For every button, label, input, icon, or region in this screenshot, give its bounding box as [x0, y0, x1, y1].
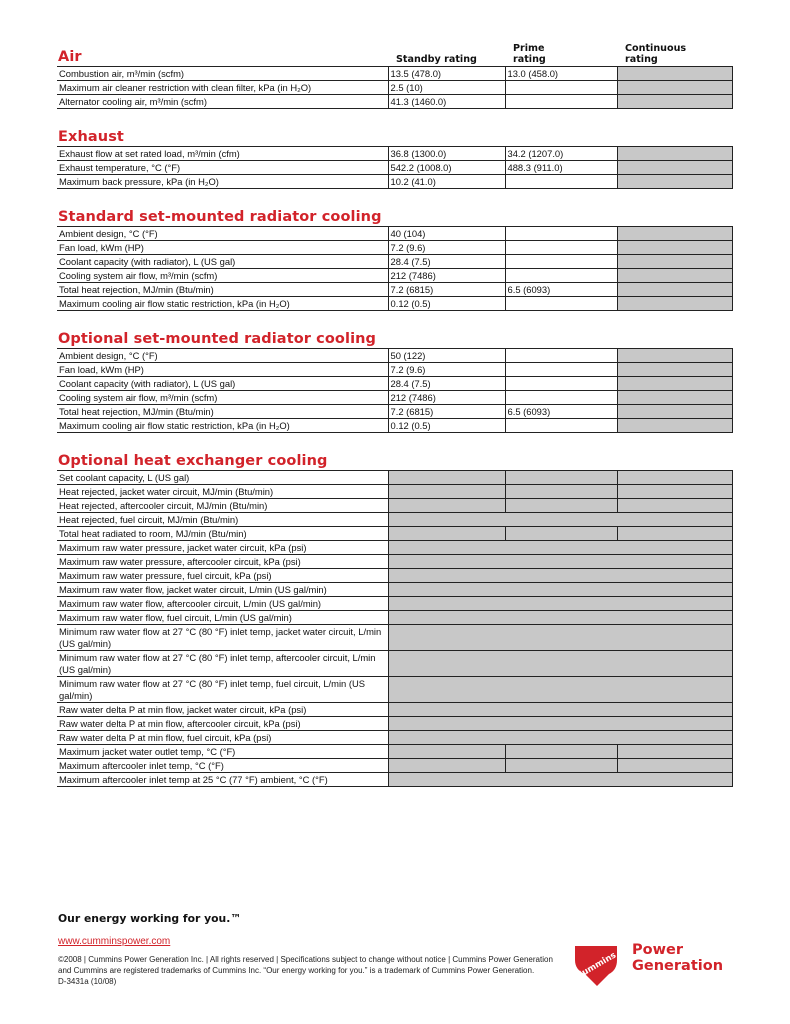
table-row: [57, 541, 732, 555]
prime-value: [505, 241, 617, 255]
prime-value: 34.2 (1207.0): [505, 147, 617, 161]
section-title: Air: [58, 49, 82, 65]
row-label: Maximum raw water flow, jacket water circuit, L/min (US gal/min): [57, 583, 388, 597]
header-prime: Prime rating: [513, 43, 546, 65]
continuous-value: [617, 485, 732, 499]
section-standard-radiator: [57, 209, 732, 311]
continuous-value: [617, 269, 732, 283]
continuous-value: [617, 175, 732, 189]
row-label: Total heat rejection, MJ/min (Btu/min): [57, 283, 388, 297]
continuous-value: [617, 499, 732, 513]
table-row: [57, 773, 732, 787]
table-row: [57, 555, 732, 569]
standby-value: [388, 625, 732, 651]
spec-table: [57, 470, 733, 787]
table-row: [57, 391, 732, 405]
standby-value: [388, 569, 732, 583]
continuous-value: [617, 241, 732, 255]
standby-value: [388, 499, 505, 513]
table-row: [57, 419, 732, 433]
standby-value: 13.5 (478.0): [388, 67, 505, 81]
standby-value: [388, 773, 732, 787]
standby-value: [388, 651, 732, 677]
prime-value: [505, 485, 617, 499]
standby-value: 0.12 (0.5): [388, 297, 505, 311]
standby-value: 212 (7486): [388, 391, 505, 405]
table-row: [57, 241, 732, 255]
prime-value: [505, 527, 617, 541]
spec-table: [57, 146, 733, 189]
svg-text:Cummins: Cummins: [574, 950, 619, 982]
standby-value: 28.4 (7.5): [388, 255, 505, 269]
table-row: [57, 471, 732, 485]
continuous-value: [617, 363, 732, 377]
table-row: [57, 95, 732, 109]
continuous-value: [617, 147, 732, 161]
prime-value: [505, 391, 617, 405]
prime-value: [505, 297, 617, 311]
row-label: Maximum jacket water outlet temp, °C (°F): [57, 745, 388, 759]
document-code: D-3431a (10/08): [58, 977, 117, 986]
table-row: [57, 677, 732, 703]
row-label: Minimum raw water flow at 27 °C (80 °F) inlet temp, jacket water circuit, L/min (US gal/min): [57, 625, 388, 651]
row-label: Exhaust temperature, °C (°F): [57, 161, 388, 175]
table-row: [57, 67, 732, 81]
section-title: Standard set-mounted radiator cooling: [58, 209, 382, 225]
continuous-value: [617, 297, 732, 311]
continuous-value: [617, 161, 732, 175]
table-row: [57, 759, 732, 773]
row-label: Fan load, kWm (HP): [57, 363, 388, 377]
continuous-value: [617, 283, 732, 297]
standby-value: [388, 485, 505, 499]
row-label: Heat rejected, jacket water circuit, MJ/min (Btu/min): [57, 485, 388, 499]
prime-value: [505, 227, 617, 241]
section-heat-exchanger: [57, 453, 732, 787]
table-row: [57, 349, 732, 363]
row-label: Ambient design, °C (°F): [57, 349, 388, 363]
table-row: [57, 731, 732, 745]
logo-line-2: Generation: [632, 958, 724, 974]
row-label: Maximum back pressure, kPa (in H₂O): [57, 175, 388, 189]
standby-value: [388, 597, 732, 611]
prime-value: [505, 95, 617, 109]
row-label: Total heat rejection, MJ/min (Btu/min): [57, 405, 388, 419]
table-row: [57, 147, 732, 161]
standby-value: [388, 471, 505, 485]
continuous-value: [617, 95, 732, 109]
standby-value: 40 (104): [388, 227, 505, 241]
row-label: Maximum raw water flow, fuel circuit, L/min (US gal/min): [57, 611, 388, 625]
row-label: Maximum air cleaner restriction with clean filter, kPa (in H₂O): [57, 81, 388, 95]
section-optional-radiator: [57, 331, 732, 433]
standby-value: 0.12 (0.5): [388, 419, 505, 433]
row-label: Maximum aftercooler inlet temp, °C (°F): [57, 759, 388, 773]
standby-value: [388, 555, 732, 569]
prime-value: 13.0 (458.0): [505, 67, 617, 81]
table-row: [57, 703, 732, 717]
prime-value: 6.5 (6093): [505, 283, 617, 297]
standby-value: [388, 527, 505, 541]
row-label: Fan load, kWm (HP): [57, 241, 388, 255]
table-row: [57, 485, 732, 499]
prime-value: [505, 759, 617, 773]
continuous-value: [617, 377, 732, 391]
copyright-notice: [58, 954, 568, 987]
spec-table: [57, 66, 733, 109]
standby-value: [388, 541, 732, 555]
continuous-value: [617, 67, 732, 81]
website-link[interactable]: www.cumminspower.com: [58, 936, 171, 947]
standby-value: [388, 513, 732, 527]
standby-value: [388, 583, 732, 597]
spec-table: [57, 226, 733, 311]
logo-line-1: Power: [632, 942, 683, 958]
standby-value: [388, 745, 505, 759]
continuous-value: [617, 419, 732, 433]
continuous-value: [617, 405, 732, 419]
section-title: Optional heat exchanger cooling: [58, 453, 328, 469]
row-label: Raw water delta P at min flow, jacket water circuit, kPa (psi): [57, 703, 388, 717]
prime-value: [505, 745, 617, 759]
table-row: [57, 81, 732, 95]
row-label: Total heat radiated to room, MJ/min (Btu/min): [57, 527, 388, 541]
row-label: Coolant capacity (with radiator), L (US gal): [57, 377, 388, 391]
prime-value: [505, 419, 617, 433]
standby-value: [388, 717, 732, 731]
table-row: [57, 269, 732, 283]
spec-table: [57, 348, 733, 433]
standby-value: 7.2 (9.6): [388, 363, 505, 377]
prime-value: [505, 471, 617, 485]
table-row: [57, 717, 732, 731]
table-row: [57, 255, 732, 269]
table-row: [57, 625, 732, 651]
tagline: Our energy working for you.™: [58, 912, 242, 925]
table-row: [57, 227, 732, 241]
row-label: Maximum raw water pressure, jacket water circuit, kPa (psi): [57, 541, 388, 555]
row-label: Cooling system air flow, m³/min (scfm): [57, 269, 388, 283]
table-row: [57, 745, 732, 759]
prime-value: [505, 349, 617, 363]
header-standby: Standby rating: [396, 54, 477, 65]
row-label: Heat rejected, aftercooler circuit, MJ/min (Btu/min): [57, 499, 388, 513]
continuous-value: [617, 527, 732, 541]
table-row: [57, 569, 732, 583]
standby-value: 7.2 (6815): [388, 405, 505, 419]
section-title: Exhaust: [58, 129, 124, 145]
standby-value: [388, 731, 732, 745]
section-air: [57, 43, 732, 109]
prime-value: 6.5 (6093): [505, 405, 617, 419]
prime-value: [505, 363, 617, 377]
continuous-value: [617, 227, 732, 241]
table-row: [57, 651, 732, 677]
standby-value: 41.3 (1460.0): [388, 95, 505, 109]
prime-value: [505, 255, 617, 269]
standby-value: [388, 611, 732, 625]
row-label: Minimum raw water flow at 27 °C (80 °F) inlet temp, fuel circuit, L/min (US gal/min): [57, 677, 388, 703]
row-label: Raw water delta P at min flow, aftercooler circuit, kPa (psi): [57, 717, 388, 731]
power-generation-logo: [632, 942, 723, 974]
continuous-value: [617, 391, 732, 405]
row-label: Maximum cooling air flow static restriction, kPa (in H₂O): [57, 419, 388, 433]
prime-value: [505, 499, 617, 513]
table-row: [57, 597, 732, 611]
standby-value: 7.2 (6815): [388, 283, 505, 297]
table-row: [57, 283, 732, 297]
row-label: Ambient design, °C (°F): [57, 227, 388, 241]
header-continuous: Continuous rating: [625, 43, 687, 65]
row-label: Set coolant capacity, L (US gal): [57, 471, 388, 485]
standby-value: 28.4 (7.5): [388, 377, 505, 391]
prime-value: [505, 269, 617, 283]
table-row: [57, 161, 732, 175]
table-row: [57, 527, 732, 541]
row-label: Alternator cooling air, m³/min (scfm): [57, 95, 388, 109]
standby-value: [388, 703, 732, 717]
continuous-value: [617, 759, 732, 773]
continuous-value: [617, 349, 732, 363]
standby-value: 2.5 (10): [388, 81, 505, 95]
row-label: Cooling system air flow, m³/min (scfm): [57, 391, 388, 405]
row-label: Maximum raw water pressure, fuel circuit, kPa (psi): [57, 569, 388, 583]
table-row: [57, 499, 732, 513]
continuous-value: [617, 745, 732, 759]
table-row: [57, 405, 732, 419]
copyright-text: ©2008 | Cummins Power Generation Inc. | All rights reserved | Specifications subject to change without notice | Cummins Power Generation and Cummins are registered trademarks of Cummins Inc. “Our energy working for you.” is a trademark of Cummins Power Generation.: [58, 955, 553, 975]
standby-value: 50 (122): [388, 349, 505, 363]
standby-value: 212 (7486): [388, 269, 505, 283]
standby-value: [388, 677, 732, 703]
table-row: [57, 175, 732, 189]
row-label: Exhaust flow at set rated load, m³/min (cfm): [57, 147, 388, 161]
table-row: [57, 583, 732, 597]
prime-value: [505, 377, 617, 391]
row-label: Maximum raw water flow, aftercooler circuit, L/min (US gal/min): [57, 597, 388, 611]
table-row: [57, 611, 732, 625]
row-label: Raw water delta P at min flow, fuel circuit, kPa (psi): [57, 731, 388, 745]
prime-value: 488.3 (911.0): [505, 161, 617, 175]
standby-value: 10.2 (41.0): [388, 175, 505, 189]
standby-value: 542.2 (1008.0): [388, 161, 505, 175]
section-exhaust: [57, 129, 732, 189]
cummins-logo-icon: [571, 940, 623, 992]
row-label: Maximum aftercooler inlet temp at 25 °C (77 °F) ambient, °C (°F): [57, 773, 388, 787]
standby-value: 7.2 (9.6): [388, 241, 505, 255]
row-label: Coolant capacity (with radiator), L (US gal): [57, 255, 388, 269]
table-row: [57, 377, 732, 391]
prime-value: [505, 175, 617, 189]
continuous-value: [617, 81, 732, 95]
table-row: [57, 363, 732, 377]
row-label: Minimum raw water flow at 27 °C (80 °F) inlet temp, aftercooler circuit, L/min (US gal/min): [57, 651, 388, 677]
continuous-value: [617, 255, 732, 269]
section-title: Optional set-mounted radiator cooling: [58, 331, 377, 347]
table-row: [57, 513, 732, 527]
row-label: Maximum cooling air flow static restriction, kPa (in H₂O): [57, 297, 388, 311]
standby-value: 36.8 (1300.0): [388, 147, 505, 161]
row-label: Heat rejected, fuel circuit, MJ/min (Btu/min): [57, 513, 388, 527]
row-label: Maximum raw water pressure, aftercooler circuit, kPa (psi): [57, 555, 388, 569]
row-label: Combustion air, m³/min (scfm): [57, 67, 388, 81]
table-row: [57, 297, 732, 311]
standby-value: [388, 759, 505, 773]
continuous-value: [617, 471, 732, 485]
prime-value: [505, 81, 617, 95]
